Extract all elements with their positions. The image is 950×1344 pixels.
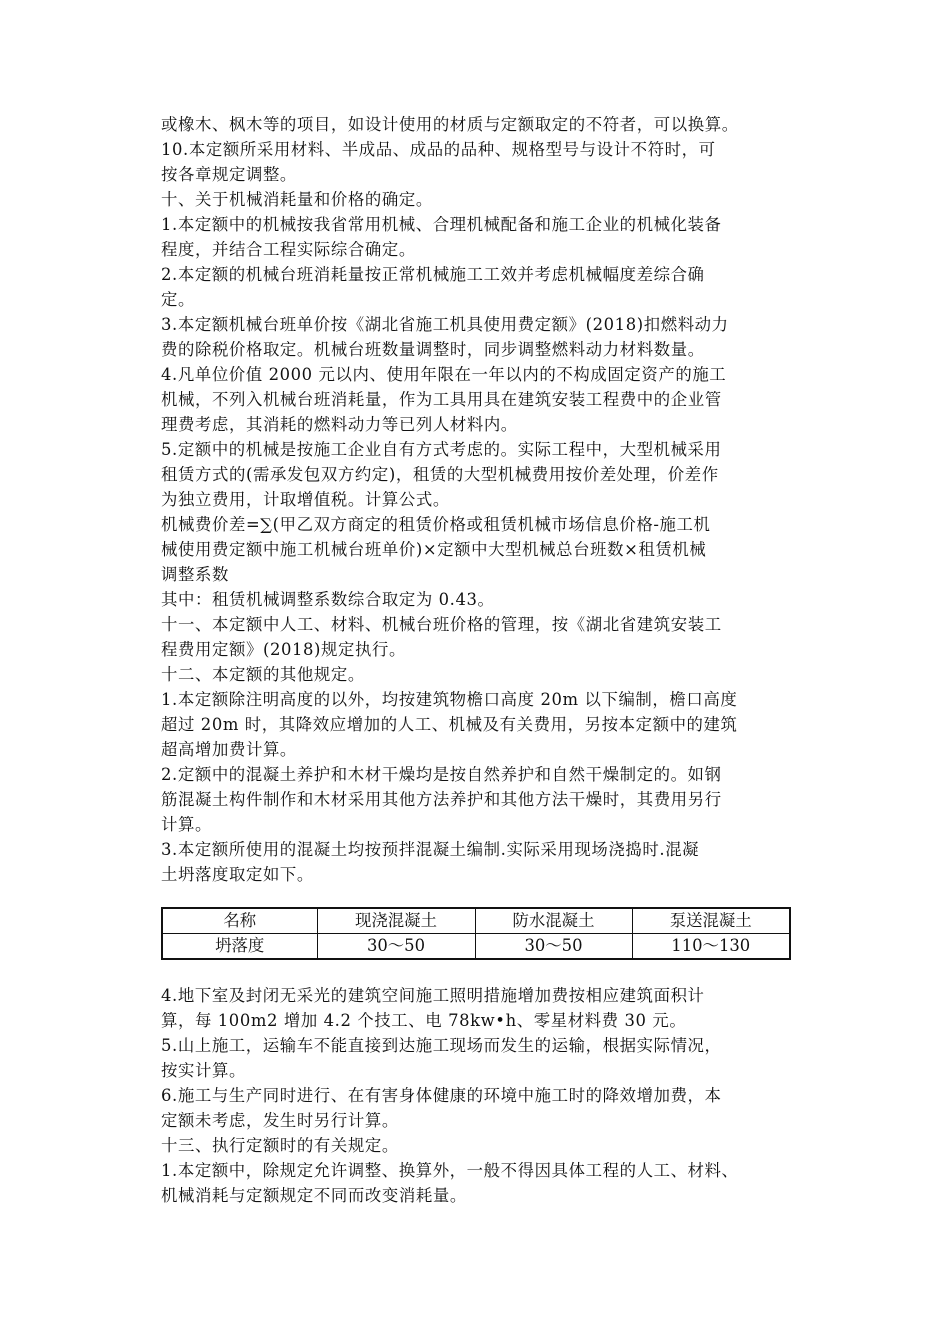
table-header-cell: 防水混凝土 [475, 908, 632, 934]
text-line: 程度，并结合工程实际综合确定。 [161, 240, 416, 259]
text-line: 算，每 100m2 增加 4.2 个技工、电 78kw•h、零星材料费 30 元。 [161, 1011, 687, 1030]
text-line: 土坍落度取定如下。 [161, 865, 314, 884]
table-row [162, 934, 790, 960]
text-line: 机械，不列入机械台班消耗量，作为工具用具在建筑安装工程费中的企业管 [161, 390, 722, 409]
text-line: 1.本定额中，除规定允许调整、换算外，一般不得因具体工程的人工、材料、 [161, 1161, 739, 1180]
text-line: 调整系数 [161, 565, 229, 584]
table-header-row [162, 908, 790, 934]
text-block-upper [161, 112, 801, 887]
text-line: 租赁方式的(需承发包双方约定)，租赁的大型机械费用按价差处理，价差作 [161, 465, 719, 484]
text-line: 2.本定额的机械台班消耗量按正常机械施工工效并考虑机械幅度差综合确 [161, 265, 705, 284]
table-header-cell: 现浇混凝土 [317, 908, 475, 934]
text-line: 4.地下室及封闭无采光的建筑空间施工照明措施增加费按相应建筑面积计 [161, 986, 705, 1005]
text-line: 计算。 [161, 815, 212, 834]
spacer [161, 887, 801, 907]
text-line: 十、关于机械消耗量和价格的确定。 [161, 190, 433, 209]
text-line: 费的除税价格取定。机械台班数量调整时，同步调整燃料动力材料数量。 [161, 340, 705, 359]
text-line: 3.本定额机械台班单价按《湖北省施工机具使用费定额》(2018)扣燃料动力 [161, 315, 729, 334]
slump-table [161, 907, 791, 960]
text-line: 定额未考虑，发生时另行计算。 [161, 1111, 399, 1130]
text-line: 6.施工与生产同时进行、在有害身体健康的环境中施工时的降效增加费，本 [161, 1086, 722, 1105]
text-line: 5.定额中的机械是按施工企业自有方式考虑的。实际工程中，大型机械采用 [161, 440, 722, 459]
text-line: 筋混凝土构件制作和木材采用其他方法养护和其他方法干燥时，其费用另行 [161, 790, 722, 809]
text-line: 机械费价差=∑(甲乙双方商定的租赁价格或租赁机械市场信息价格-施工机 [161, 515, 711, 534]
text-block-lower [161, 983, 801, 1208]
table-cell: 坍落度 [162, 934, 317, 960]
text-line: 十一、本定额中人工、材料、机械台班价格的管理，按《湖北省建筑安装工 [161, 615, 722, 634]
table-header-cell: 泵送混凝土 [632, 908, 790, 934]
text-line: 按各章规定调整。 [161, 165, 297, 184]
text-line: 1.本定额除注明高度的以外，均按建筑物檐口高度 20m 以下编制，檐口高度 [161, 690, 738, 709]
text-line: 其中：租赁机械调整系数综合取定为 0.43。 [161, 590, 495, 609]
text-line: 定。 [161, 290, 195, 309]
text-line: 超高增加费计算。 [161, 740, 297, 759]
text-line: 3.本定额所使用的混凝土均按预拌混凝土编制.实际采用现场浇捣时.混凝 [161, 840, 700, 859]
text-line: 械使用费定额中施工机械台班单价)×定额中大型机械总台班数×租赁机械 [161, 540, 707, 559]
text-line: 5.山上施工，运输车不能直接到达施工现场而发生的运输，根据实际情况， [161, 1036, 722, 1055]
table-cell: 30～50 [475, 934, 632, 960]
text-line: 按实计算。 [161, 1061, 246, 1080]
text-line: 2.定额中的混凝土养护和木材干燥均是按自然养护和自然干燥制定的。如钢 [161, 765, 722, 784]
document-page [161, 112, 801, 1208]
text-line: 理费考虑，其消耗的燃料动力等已列人材料内。 [161, 415, 518, 434]
text-line: 程费用定额》(2018)规定执行。 [161, 640, 406, 659]
text-line: 十二、本定额的其他规定。 [161, 665, 365, 684]
text-line: 或橡木、枫木等的项目，如设计使用的材质与定额取定的不符者，可以换算。 [161, 115, 739, 134]
text-line: 机械消耗与定额规定不同而改变消耗量。 [161, 1186, 467, 1205]
table-cell: 30～50 [317, 934, 475, 960]
text-line: 为独立费用，计取增值税。计算公式。 [161, 490, 450, 509]
table-header-cell: 名称 [162, 908, 317, 934]
text-line: 10.本定额所采用材料、半成品、成品的品种、规格型号与设计不符时，可 [161, 140, 716, 159]
text-line: 4.凡单位价值 2000 元以内、使用年限在一年以内的不构成固定资产的施工 [161, 365, 727, 384]
text-line: 超过 20m 时，其降效应增加的人工、机械及有关费用，另按本定额中的建筑 [161, 715, 738, 734]
text-line: 1.本定额中的机械按我省常用机械、合理机械配备和施工企业的机械化装备 [161, 215, 722, 234]
table-cell: 110～130 [632, 934, 790, 960]
text-line: 十三、执行定额时的有关规定。 [161, 1136, 399, 1155]
